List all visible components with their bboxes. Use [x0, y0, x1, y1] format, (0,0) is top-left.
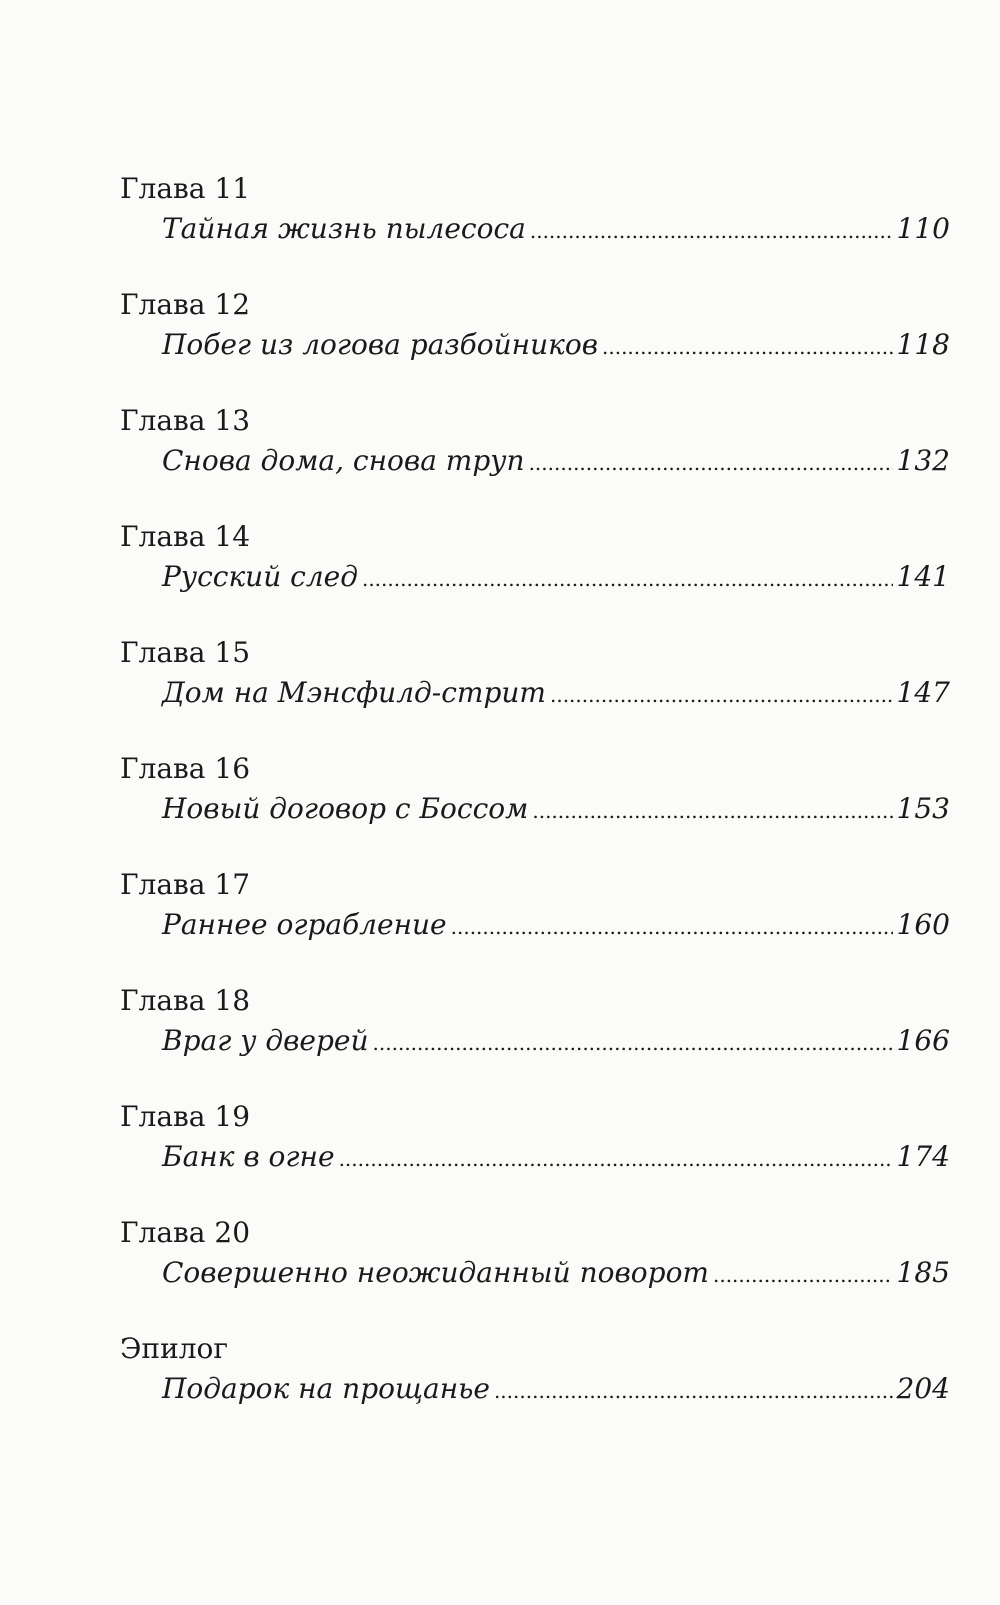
chapter-heading: Глава 20: [120, 1216, 251, 1249]
chapter-title-line: [162, 674, 950, 712]
chapter-title-line: [162, 906, 950, 944]
toc-entry: [120, 518, 950, 596]
chapter-title: Побег из логова разбойников: [162, 328, 598, 361]
page-number: 160: [896, 908, 950, 941]
toc-entry: [120, 286, 950, 364]
dot-leader: [529, 442, 893, 482]
chapter-title-line: [162, 1370, 950, 1408]
page-number: 166: [896, 1024, 950, 1057]
chapter-title: Новый договор с Боссом: [162, 792, 529, 825]
chapter-title-line: [162, 1022, 950, 1060]
chapter-heading: Глава 19: [120, 1100, 251, 1133]
chapter-title-line: [162, 210, 950, 248]
toc-entry: [120, 866, 950, 944]
chapter-heading: Эпилог: [120, 1332, 229, 1365]
chapter-title: Подарок на прощанье: [162, 1372, 490, 1405]
chapter-title-line: [162, 442, 950, 480]
dot-leader: [532, 790, 892, 830]
toc-entry: [120, 634, 950, 712]
dot-leader: [362, 558, 893, 598]
toc-entry: [120, 1098, 950, 1176]
page-number: 204: [896, 1372, 950, 1405]
page-number: 185: [896, 1256, 950, 1289]
toc-entry: [120, 402, 950, 480]
chapter-title-line: [162, 790, 950, 828]
page-number: 132: [896, 444, 950, 477]
dot-leader: [713, 1254, 893, 1294]
dot-leader: [530, 210, 893, 250]
page-number: 174: [896, 1140, 950, 1173]
chapter-heading: Глава 13: [120, 404, 251, 437]
page-number: 147: [896, 676, 950, 709]
toc-entry: [120, 982, 950, 1060]
dot-leader: [550, 674, 893, 714]
dot-leader: [602, 326, 893, 366]
chapter-heading: Глава 12: [120, 288, 251, 321]
chapter-heading: Глава 14: [120, 520, 251, 553]
chapter-title: Русский след: [162, 560, 358, 593]
page-number: 110: [896, 212, 950, 245]
chapter-title: Тайная жизнь пылесоса: [162, 212, 526, 245]
chapter-heading: Глава 17: [120, 868, 251, 901]
page-number: 141: [896, 560, 950, 593]
chapter-title-line: [162, 558, 950, 596]
chapter-heading: Глава 16: [120, 752, 251, 785]
dot-leader: [494, 1370, 893, 1410]
toc-entry: [120, 750, 950, 828]
page-number: 118: [896, 328, 950, 361]
chapter-heading: Глава 11: [120, 172, 251, 205]
chapter-title: Снова дома, снова труп: [162, 444, 525, 477]
page-number: 153: [896, 792, 950, 825]
dot-leader: [373, 1022, 893, 1062]
dot-leader: [451, 906, 893, 946]
toc-entry: [120, 170, 950, 248]
dot-leader: [339, 1138, 893, 1178]
chapter-heading: Глава 18: [120, 984, 251, 1017]
chapter-title-line: [162, 1138, 950, 1176]
toc-entry: [120, 1214, 950, 1292]
chapter-title: Совершенно неожиданный поворот: [162, 1256, 709, 1289]
chapter-title-line: [162, 1254, 950, 1292]
toc-entry: [120, 1330, 950, 1408]
chapter-heading: Глава 15: [120, 636, 251, 669]
chapter-title: Враг у дверей: [162, 1024, 369, 1057]
chapter-title: Раннее ограбление: [162, 908, 447, 941]
chapter-title-line: [162, 326, 950, 364]
chapter-title: Банк в огне: [162, 1140, 335, 1173]
chapter-title: Дом на Мэнсфилд-стрит: [162, 676, 546, 709]
